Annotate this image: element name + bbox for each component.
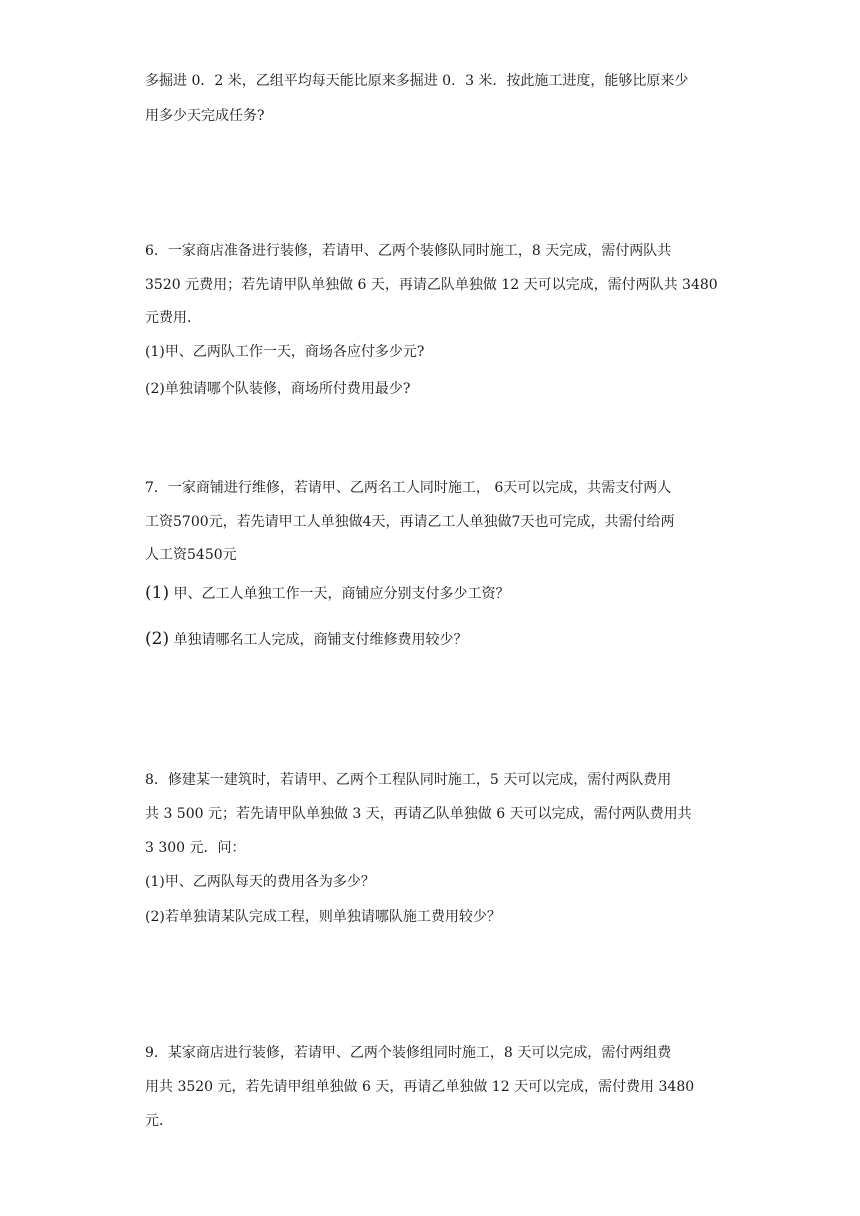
problem-8-subquestion-2: (2)若单独请某队完成工程，则单独请哪队施工费用较少？ xyxy=(145,909,501,925)
problem-6-line-2: 3520 元费用；若先请甲队单独做 6 天，再请乙队单独做 12 天可以完成，需付两队共 3480 xyxy=(145,277,718,293)
problem-9-line-2: 用共 3520 元，若先请甲组单独做 6 天，再请乙单独做 12 天可以完成，需付费用 3480 xyxy=(145,1079,695,1095)
subquestion-number: (2) xyxy=(145,629,170,649)
problem-8-line-1: 8．修建某一建筑时，若请甲、乙两个工程队同时施工，5 天可以完成，需付两队费用 xyxy=(145,772,672,788)
subquestion-text: 甲、乙工人单独工作一天，商铺应分别支付多少工资？ xyxy=(169,586,510,602)
problem-8-line-3: 3 300 元．问： xyxy=(145,840,246,856)
problem-7-line-1: 7．一家商铺进行维修，若请甲、乙两名工人同时施工， 6天可以完成，共需支付两人 xyxy=(145,480,672,496)
problem-5-line-2: 用多少天完成任务? xyxy=(145,108,265,124)
problem-6-line-1: 6．一家商店准备进行装修，若请甲、乙两个装修队同时施工，8 天完成，需付两队共 xyxy=(145,243,672,259)
subquestion-number: (1) xyxy=(145,583,170,603)
problem-5-line-1: 多掘进 0．2 米，乙组平均每天能比原来多掘进 0．3 米．按此施工进度，能够比原来少 xyxy=(145,73,689,89)
problem-7-subquestion-2 xyxy=(145,630,468,649)
problem-8-line-2: 共 3 500 元；若先请甲队单独做 3 天，再请乙队单独做 6 天可以完成，需付两队费用共 xyxy=(145,806,692,822)
problem-9-line-1: 9．某家商店进行装修，若请甲、乙两个装修组同时施工，8 天可以完成，需付两组费 xyxy=(145,1045,672,1061)
problem-9-line-3: 元． xyxy=(145,1113,173,1129)
problem-7-subquestion-1 xyxy=(145,584,510,603)
problem-8-subquestion-1: (1)甲、乙两队每天的费用各为多少？ xyxy=(145,874,375,890)
problem-6-subquestion-1: (1)甲、乙两队工作一天，商场各应付多少元? xyxy=(145,344,425,360)
subquestion-text: 单独请哪名工人完成，商铺支付维修费用较少？ xyxy=(169,632,468,648)
problem-6-line-3: 元费用． xyxy=(145,310,201,326)
problem-7-line-2: 工资5700元，若先请甲工人单独做4天，再请乙工人单独做7天也可完成，共需付给两 xyxy=(145,514,675,530)
problem-7-line-3: 人工资5450元 xyxy=(145,547,237,563)
problem-6-subquestion-2: (2)单独请哪个队装修，商场所付费用最少? xyxy=(145,381,411,397)
